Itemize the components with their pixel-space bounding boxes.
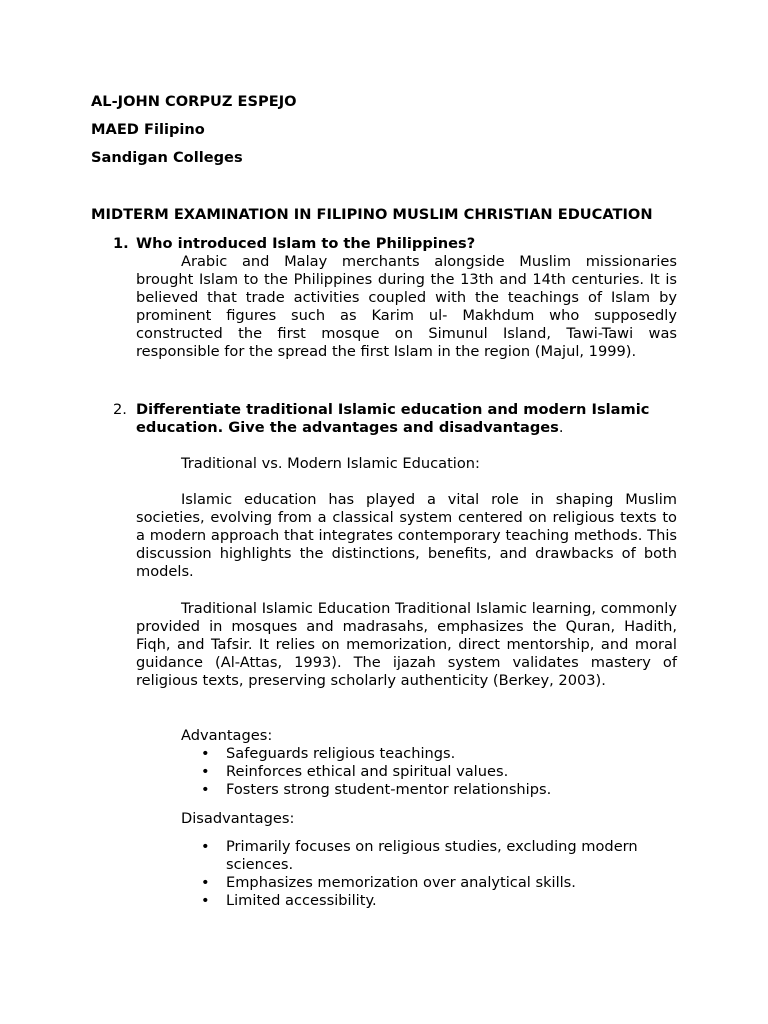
list-item: • Limited accessibility. (201, 892, 377, 909)
program-name: MAED Filipino (91, 121, 205, 138)
list-item: • Safeguards religious teachings. (201, 745, 456, 762)
bullet-icon: • (201, 874, 210, 891)
bullet-icon: • (201, 838, 210, 855)
bullet-icon: • (201, 763, 210, 780)
question-2-question: Differentiate traditional Islamic education and modern Islamic education. Give the advantages and disadvantages (136, 401, 650, 436)
list-item: • Reinforces ethical and spiritual values. (201, 763, 509, 780)
question-2-number: 2. (113, 401, 127, 418)
list-item: • Fosters strong student-mentor relationships. (201, 781, 552, 798)
question-1-number: 1. (113, 235, 129, 252)
question-1-answer: Arabic and Malay merchants alongside Muslim missionaries brought Islam to the Philippines during the 13th and 14th centuries. It is believed that trade activities coupled with the teachings of Islam by prominent figures such as Karim ul- Makhdum who supposedly constructed the first mosque on Simunul Island, Tawi-Tawi was responsible for the spread the first Islam in the region (Majul, 1999). (136, 253, 677, 360)
exam-title: MIDTERM EXAMINATION IN FILIPINO MUSLIM CHRISTIAN EDUCATION (91, 206, 653, 223)
school-name: Sandigan Colleges (91, 149, 243, 166)
bullet-icon: • (201, 745, 210, 762)
intro-paragraph: Islamic education has played a vital role in shaping Muslim societies, evolving from a classical system centered on religious texts to a modern approach that integrates contemporary teaching methods. This discussion highlights the distinctions, benefits, and drawbacks of both models. (136, 491, 677, 580)
traditional-paragraph: Traditional Islamic Education Traditional Islamic learning, commonly provided in mosques and madrasahs, emphasizes the Quran, Hadith, Fiqh, and Tafsir. It relies on memorization, direct mentorship, and moral guidance (Al-Attas, 1993). The ijazah system validates mastery of religious texts, preserving scholarly authenticity (Berkey, 2003). (136, 600, 677, 689)
list-item: • Emphasizes memorization over analytical skills. (201, 874, 576, 891)
disadvantages-list (181, 838, 681, 910)
list-item: • Primarily focuses on religious studies, excluding modern sciences. (201, 838, 638, 873)
bullet-icon: • (201, 781, 210, 798)
question-1-text: Who introduced Islam to the Philippines? (136, 235, 476, 252)
question-2-period: . (558, 419, 564, 436)
advantages-list (181, 745, 681, 799)
bullet-icon: • (201, 892, 210, 909)
author-name: AL-JOHN CORPUZ ESPEJO (91, 93, 297, 110)
section-subtitle: Traditional vs. Modern Islamic Education: (181, 455, 480, 472)
question-2-text (136, 401, 677, 437)
disadvantages-label: Disadvantages: (181, 810, 295, 827)
advantages-label: Advantages: (181, 727, 273, 744)
